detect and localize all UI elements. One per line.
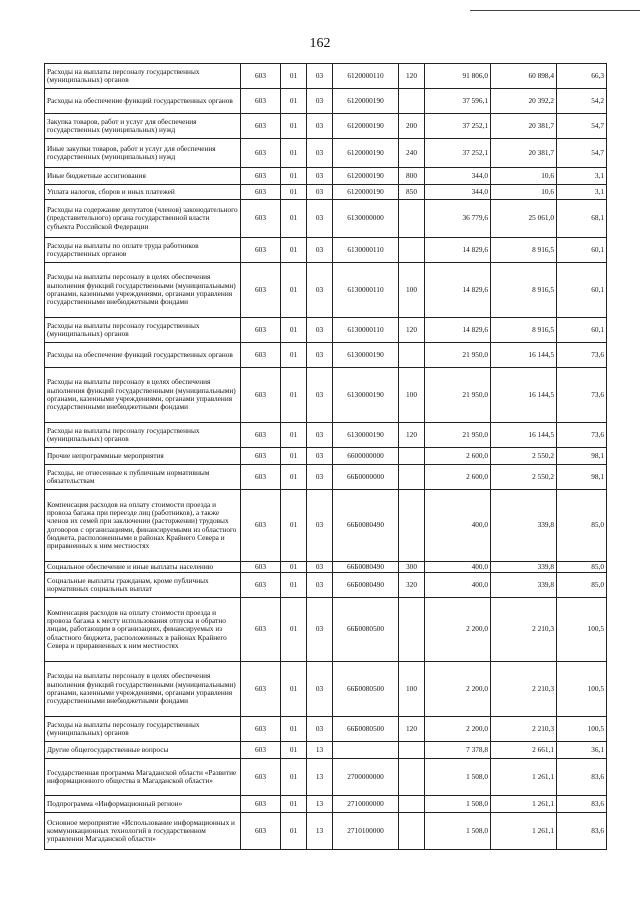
row-fact: 1 261,1 [491,759,557,796]
row-gr: 603 [241,573,281,598]
row-csr: 66Б0080500 [333,717,399,742]
row-plan: 2 200,0 [425,717,491,742]
table-row [45,139,607,168]
row-percent: 100,5 [557,598,607,662]
table-row [45,796,607,813]
row-rz: 01 [281,263,307,318]
row-gr: 603 [241,318,281,343]
row-plan: 400,0 [425,562,491,573]
row-csr: 6600000000 [333,448,399,465]
table-row [45,465,607,490]
row-gr: 603 [241,89,281,114]
row-fact: 1 261,1 [491,796,557,813]
row-plan: 2 200,0 [425,598,491,662]
row-percent: 54,7 [557,114,607,139]
row-percent: 98,1 [557,465,607,490]
row-gr: 603 [241,662,281,717]
row-percent: 100,5 [557,662,607,717]
table-row [45,200,607,238]
row-rz: 01 [281,318,307,343]
budget-table [44,63,607,850]
row-rz: 01 [281,343,307,368]
row-percent: 73,6 [557,423,607,448]
row-pr: 03 [307,662,333,717]
row-pr: 03 [307,318,333,343]
row-fact: 8 916,5 [491,238,557,263]
row-pr: 03 [307,343,333,368]
row-fact: 2 661,1 [491,742,557,759]
row-csr: 6130000110 [333,263,399,318]
row-percent: 54,7 [557,139,607,168]
row-gr: 603 [241,368,281,423]
row-plan: 1 508,0 [425,813,491,850]
row-pr: 03 [307,717,333,742]
row-gr: 603 [241,759,281,796]
row-rz: 01 [281,89,307,114]
row-percent: 54,2 [557,89,607,114]
row-pr: 03 [307,490,333,562]
row-name: Расходы на выплаты персоналу в целях обеспечения выполнения функций государственными (муниципальными) органами, казенными учреждениями, органами управления государственными внебюджетными фондами [45,368,241,423]
row-plan: 21 950,0 [425,368,491,423]
row-percent: 66,3 [557,64,607,89]
row-percent: 83,6 [557,796,607,813]
row-name: Расходы на обеспечение функций государственных органов [45,89,241,114]
row-csr: 6120000190 [333,89,399,114]
row-name: Другие общегосударственные вопросы [45,742,241,759]
row-gr: 603 [241,64,281,89]
row-name: Расходы на выплаты персоналу государственных (муниципальных) органов [45,64,241,89]
row-gr: 603 [241,448,281,465]
row-gr: 603 [241,238,281,263]
row-vr: 240 [399,139,425,168]
row-plan: 2 600,0 [425,448,491,465]
row-csr: 66Б0080490 [333,562,399,573]
row-name: Расходы на выплаты персоналу государственных (муниципальных) органов [45,423,241,448]
row-pr: 13 [307,742,333,759]
row-vr [399,200,425,238]
row-rz: 01 [281,448,307,465]
row-plan: 2 600,0 [425,465,491,490]
table-row [45,263,607,318]
row-fact: 1 261,1 [491,813,557,850]
row-vr [399,465,425,490]
row-fact: 339,8 [491,490,557,562]
row-fact: 2 210,3 [491,598,557,662]
row-pr: 03 [307,368,333,423]
row-gr: 603 [241,139,281,168]
row-fact: 2 550,2 [491,465,557,490]
row-rz: 01 [281,64,307,89]
row-csr: 6130000190 [333,423,399,448]
row-vr: 100 [399,662,425,717]
table-row [45,343,607,368]
row-csr: 6130000000 [333,200,399,238]
row-pr: 03 [307,64,333,89]
row-fact: 16 144,5 [491,343,557,368]
row-csr: 6130000110 [333,318,399,343]
row-percent: 83,6 [557,813,607,850]
row-vr: 300 [399,562,425,573]
row-vr [399,343,425,368]
row-gr: 603 [241,490,281,562]
row-name: Социальные выплаты гражданам, кроме публичных нормативных социальных выплат [45,573,241,598]
row-plan: 7 378,8 [425,742,491,759]
row-csr: 6120000110 [333,64,399,89]
row-gr: 603 [241,717,281,742]
row-plan: 36 779,6 [425,200,491,238]
row-rz: 01 [281,717,307,742]
row-name: Расходы на выплаты персоналу в целях обеспечения выполнения функций государственными (муниципальными) органами, казенными учреждениями, органами управления государственными внебюджетными фондами [45,662,241,717]
row-plan: 400,0 [425,490,491,562]
row-vr: 120 [399,717,425,742]
row-plan: 1 508,0 [425,796,491,813]
table-row [45,168,607,185]
row-pr: 03 [307,185,333,200]
row-pr: 03 [307,263,333,318]
row-vr [399,742,425,759]
row-vr: 100 [399,368,425,423]
row-name: Основное мероприятие «Использование информационных и коммуникационных технологий в государственном управлении Магаданской области» [45,813,241,850]
row-plan: 21 950,0 [425,343,491,368]
row-gr: 603 [241,263,281,318]
row-pr: 03 [307,89,333,114]
row-name: Иные закупки товаров, работ и услуг для обеспечения государственных (муниципальных) нужд [45,139,241,168]
row-rz: 01 [281,813,307,850]
row-plan: 2 200,0 [425,662,491,717]
row-csr: 6120000190 [333,185,399,200]
table-row [45,89,607,114]
row-fact: 10,6 [491,185,557,200]
row-csr: 6130000190 [333,343,399,368]
row-name: Расходы на обеспечение функций государственных органов [45,343,241,368]
row-vr [399,89,425,114]
row-name: Расходы на содержание депутатов (членов) законодательного (представительного) органа государственной власти субъекта Российской Федерации [45,200,241,238]
row-pr: 03 [307,168,333,185]
table-row [45,448,607,465]
row-gr: 603 [241,185,281,200]
row-vr: 320 [399,573,425,598]
row-csr: 2710000000 [333,796,399,813]
table-row [45,318,607,343]
row-plan: 14 829,6 [425,263,491,318]
row-name: Иные бюджетные ассигнования [45,168,241,185]
row-rz: 01 [281,185,307,200]
row-fact: 60 898,4 [491,64,557,89]
row-rz: 01 [281,562,307,573]
row-plan: 37 252,1 [425,139,491,168]
page-number: 162 [309,36,331,51]
table-row [45,759,607,796]
row-fact: 25 061,0 [491,200,557,238]
row-csr: 6120000190 [333,139,399,168]
row-gr: 603 [241,168,281,185]
row-gr: 603 [241,200,281,238]
table-row [45,114,607,139]
row-gr: 603 [241,562,281,573]
row-gr: 603 [241,598,281,662]
row-pr: 03 [307,139,333,168]
row-name: Расходы на выплаты персоналу государственных (муниципальных) органов [45,318,241,343]
row-gr: 603 [241,813,281,850]
row-plan: 400,0 [425,573,491,598]
row-vr [399,759,425,796]
row-percent: 85,0 [557,562,607,573]
row-pr: 13 [307,796,333,813]
row-vr [399,448,425,465]
row-percent: 85,0 [557,573,607,598]
row-percent: 73,6 [557,368,607,423]
row-percent: 100,5 [557,717,607,742]
row-pr: 13 [307,759,333,796]
table-row [45,573,607,598]
row-csr: 2710100000 [333,813,399,850]
row-pr: 03 [307,238,333,263]
row-csr: 2700000000 [333,759,399,796]
row-rz: 01 [281,423,307,448]
row-fact: 8 916,5 [491,263,557,318]
row-name: Компенсация расходов на оплату стоимости проезда и провоза багажа к месту использования отпуска и обратно лицам, работающим в организациях, финансируемых из областного бюджета, расположенных в районах Крайнего Севера и приравненных к ним местностях [45,598,241,662]
table-row [45,562,607,573]
row-vr: 120 [399,423,425,448]
row-name: Расходы, не отнесенные к публичным нормативным обязательствам [45,465,241,490]
row-fact: 339,8 [491,573,557,598]
table-row [45,717,607,742]
row-percent: 60,1 [557,263,607,318]
row-percent: 68,1 [557,200,607,238]
row-pr: 03 [307,562,333,573]
row-name: Прочие непрограммные мероприятия [45,448,241,465]
row-name: Расходы на выплаты персоналу государственных (муниципальных) органов [45,717,241,742]
row-fact: 2 550,2 [491,448,557,465]
row-csr: 66Б0000000 [333,465,399,490]
row-csr [333,742,399,759]
row-fact: 20 381,7 [491,114,557,139]
row-percent: 83,6 [557,759,607,796]
row-plan: 14 829,6 [425,238,491,263]
row-rz: 01 [281,114,307,139]
row-vr [399,490,425,562]
row-percent: 3,1 [557,168,607,185]
row-percent: 60,1 [557,238,607,263]
row-plan: 91 806,0 [425,64,491,89]
row-fact: 10,6 [491,168,557,185]
row-rz: 01 [281,796,307,813]
row-vr: 120 [399,318,425,343]
row-pr: 03 [307,423,333,448]
row-fact: 20 381,7 [491,139,557,168]
row-plan: 21 950,0 [425,423,491,448]
row-plan: 37 252,1 [425,114,491,139]
row-percent: 60,1 [557,318,607,343]
row-name: Расходы на выплаты персоналу в целях обеспечения выполнения функций государственными (муниципальными) органами, казенными учреждениями, органами управления государственными внебюджетными фондами [45,263,241,318]
row-vr [399,238,425,263]
row-fact: 2 210,3 [491,662,557,717]
row-rz: 01 [281,759,307,796]
row-pr: 03 [307,598,333,662]
table-row [45,368,607,423]
row-rz: 01 [281,573,307,598]
row-name: Государственная программа Магаданской области «Развитие информационного общества в Магаданской области» [45,759,241,796]
row-pr: 03 [307,448,333,465]
row-rz: 01 [281,662,307,717]
row-vr: 200 [399,114,425,139]
row-vr: 850 [399,185,425,200]
row-percent: 36,1 [557,742,607,759]
row-rz: 01 [281,368,307,423]
row-vr [399,796,425,813]
row-pr: 13 [307,813,333,850]
table-row [45,490,607,562]
table-row [45,662,607,717]
row-fact: 16 144,5 [491,368,557,423]
row-vr: 800 [399,168,425,185]
row-csr: 66Б0080490 [333,490,399,562]
row-rz: 01 [281,200,307,238]
row-plan: 344,0 [425,185,491,200]
row-csr: 6120000190 [333,114,399,139]
row-rz: 01 [281,238,307,263]
row-fact: 2 210,3 [491,717,557,742]
row-csr: 6120000190 [333,168,399,185]
row-plan: 344,0 [425,168,491,185]
row-percent: 73,6 [557,343,607,368]
table-row [45,742,607,759]
row-pr: 03 [307,573,333,598]
row-gr: 603 [241,423,281,448]
row-name: Социальное обеспечение и иные выплаты населению [45,562,241,573]
row-vr: 120 [399,64,425,89]
row-fact: 339,8 [491,562,557,573]
scan-border-line [470,10,640,11]
row-name: Закупка товаров, работ и услуг для обеспечения государственных (муниципальных) нужд [45,114,241,139]
row-percent: 85,0 [557,490,607,562]
row-csr: 66Б0080500 [333,598,399,662]
row-csr: 6130000110 [333,238,399,263]
row-rz: 01 [281,465,307,490]
row-name: Уплата налогов, сборов и иных платежей [45,185,241,200]
row-pr: 03 [307,114,333,139]
row-name: Подпрограмма «Информационный регион» [45,796,241,813]
row-gr: 603 [241,114,281,139]
row-csr: 6130000190 [333,368,399,423]
row-gr: 603 [241,465,281,490]
row-plan: 37 596,1 [425,89,491,114]
row-gr: 603 [241,796,281,813]
row-vr: 100 [399,263,425,318]
row-name: Компенсация расходов на оплату стоимости проезда и провоза багажа при переезде лиц (работников), а также членов их семей при заключении (расторжении) трудовых договоров с организациями, финансируемыми из областного бюджета, расположенными в районах Крайнего Севера и приравненных к ним местностях [45,490,241,562]
row-pr: 03 [307,465,333,490]
row-pr: 03 [307,200,333,238]
row-csr: 66Б0080500 [333,662,399,717]
row-vr [399,813,425,850]
table-row [45,423,607,448]
row-rz: 01 [281,598,307,662]
row-rz: 01 [281,139,307,168]
row-gr: 603 [241,742,281,759]
row-rz: 01 [281,168,307,185]
row-fact: 8 916,5 [491,318,557,343]
row-rz: 01 [281,490,307,562]
row-name: Расходы на выплаты по оплате труда работников государственных органов [45,238,241,263]
table-row [45,64,607,89]
row-percent: 98,1 [557,448,607,465]
row-percent: 3,1 [557,185,607,200]
row-gr: 603 [241,343,281,368]
row-plan: 1 508,0 [425,759,491,796]
row-rz: 01 [281,742,307,759]
row-fact: 16 144,5 [491,423,557,448]
row-plan: 14 829,6 [425,318,491,343]
row-fact: 20 392,2 [491,89,557,114]
row-csr: 66Б0080490 [333,573,399,598]
table-row [45,238,607,263]
row-vr [399,598,425,662]
table-row [45,185,607,200]
table-row [45,813,607,850]
table-row [45,598,607,662]
